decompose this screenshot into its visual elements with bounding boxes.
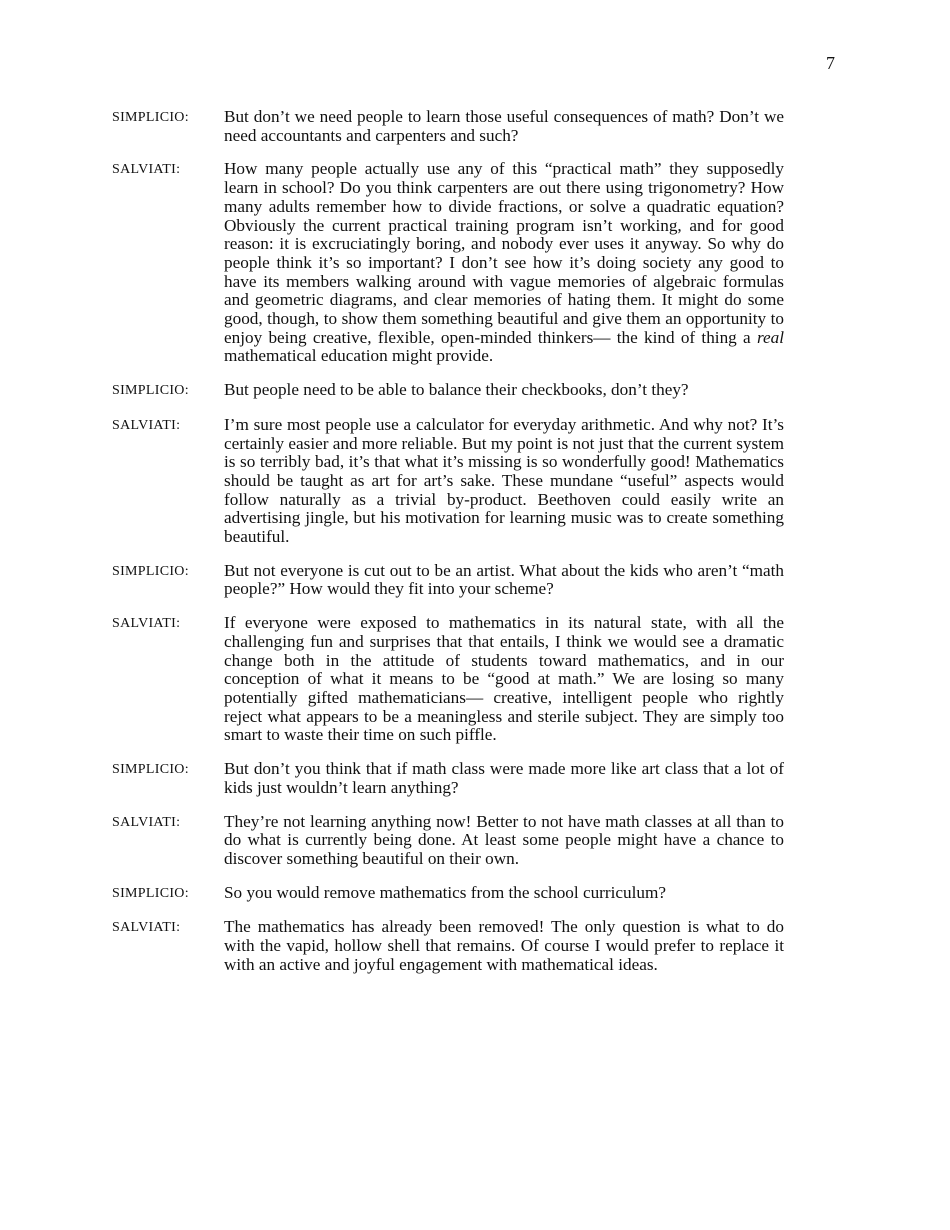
speaker-label: SIMPLICIO: <box>112 885 189 901</box>
speech-text: But people need to be able to balance their checkbooks, don’t they? <box>224 380 689 400</box>
speech-text: But don’t you think that if math class were made more like art class that a lot of kids just wouldn’t learn anything? <box>224 759 784 797</box>
speaker-label: SIMPLICIO: <box>112 383 189 399</box>
speaker-label: SALVIATI: <box>112 814 181 830</box>
speech-text: They’re not learning anything now! Better to not have math classes at all than to do what is currently being done. At least some people might have a chance to discover something beautiful on their own. <box>224 811 784 868</box>
emphasis-text: real <box>756 327 784 347</box>
speech-text: I’m sure most people use a calculator for everyday arithmetic. And why not? It’s certainly easier and more reliable. But my point is not just that the current system is so terribly bad, it’s that what it’s missing is so wonderfully good! Mathematics should be taught as art for art’s sake. These mundane “useful” aspects would follow naturally as a trivial by-product. Beethoven could easily write an advertising jingle, but his motivation for learning music was to create something beautiful. <box>224 414 784 547</box>
dialogue-turn <box>112 381 784 401</box>
dialogue-turn <box>112 416 784 547</box>
speech-text: So you would remove mathematics from the school curriculum? <box>224 882 666 902</box>
dialogue-turn <box>112 918 784 974</box>
speaker-label: SALVIATI: <box>112 162 181 178</box>
speech-text: How many people actually use any of this “practical math” they supposedly learn in school? Do you think carpenters are out there using trigonometry? How many adults remember how to divide fractions, or solve a quadratic equation? Obviously the current practical training program isn’t working, and for good reason: it is excruciatingly boring, and nobody ever uses it anyway. So why do people think it’s so important? I don’t see how it’s doing society any good to have its members walking around with vague memories of algebraic formulas and geometric diagrams, and clear memories of hating them. It might do some good, though, to show them something beautiful and give them an opportunity to enjoy being creative, flexible, open-minded thinkers— the kind of thing a real mathematical education might provide. <box>224 159 784 366</box>
dialogue <box>112 108 784 989</box>
dialogue-turn <box>112 160 784 366</box>
dialogue-turn <box>112 760 784 797</box>
speaker-label: SIMPLICIO: <box>112 110 189 125</box>
speaker-label: SIMPLICIO: <box>112 762 189 778</box>
dialogue-turn <box>112 813 784 869</box>
page-number: 7 <box>826 53 835 73</box>
speaker-label: SIMPLICIO: <box>112 563 189 579</box>
speaker-label: SALVIATI: <box>112 417 181 433</box>
speech-text: But not everyone is cut out to be an artist. What about the kids who aren’t “math people?” How would they fit into your scheme? <box>224 560 784 599</box>
speech-text: The mathematics has already been removed! The only question is what to do with the vapid, hollow shell that remains. Of course I would prefer to replace it with an active and joyful engagement with mathematical ideas. <box>224 917 784 974</box>
speech-text: But don’t we need people to learn those useful consequences of math? Don’t we need accountants and carpenters and such? <box>224 107 784 145</box>
speaker-label: SALVIATI: <box>112 616 181 632</box>
speaker-label: SALVIATI: <box>112 920 181 936</box>
dialogue-turn <box>112 884 784 904</box>
dialogue-turn <box>112 614 784 745</box>
speech-text: If everyone were exposed to mathematics in its natural state, with all the challenging fun and surprises that that entails, I think we would see a dramatic change both in the attitude of students toward mathematics, and in our conception of what it means to be “good at math.” We are losing so many potentially gifted mathematicians— creative, intelligent people who rightly reject what appears to be a meaningless and sterile subject. They are simply too smart to waste their time on such piffle. <box>224 613 784 745</box>
dialogue-turn <box>112 108 784 145</box>
dialogue-turn <box>112 562 784 599</box>
